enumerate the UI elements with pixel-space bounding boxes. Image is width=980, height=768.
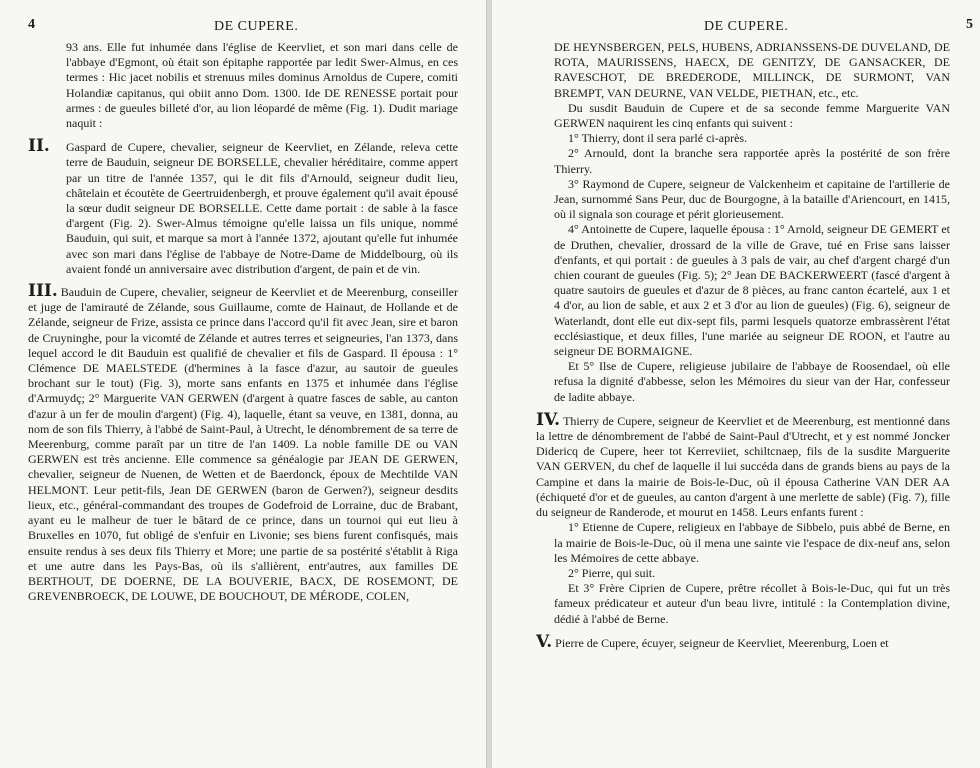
child-item: 1° Etienne de Cupere, religieux en l'abbaye de Sibbelo, puis abbé de Berne, en la mairie de Bois-le-Duc, où il mena une sainte vie l'espace de dix-neuf ans, selon les Mémoires de cette abbaye. (554, 520, 950, 565)
child-item: 2° Arnould, dont la branche sera rapportée après la postérité de son frère Thierry. (554, 146, 950, 176)
genealogy-entry-v (536, 631, 950, 652)
generation-numeral: V. (536, 631, 553, 652)
genealogy-entry-ii (28, 136, 458, 277)
generation-numeral: IV. (536, 409, 561, 430)
child-item: 2° Pierre, qui suit. (568, 565, 656, 580)
entry-text-wrapper (28, 281, 458, 604)
page-body (536, 40, 950, 652)
child-item: Et 3° Frère Ciprien de Cupere, prêtre récollet à Bois-le-Duc, qui fut un très fameux prédicateur et auteur d'un beau livre, intitulé : la Contemplation divine, dédié à l'abbé de Berne. (554, 581, 950, 626)
running-head: DE CUPERE. (704, 19, 789, 34)
entry-text: Thierry de Cupere, seigneur de Keervliet et de Meerenburg, est mentionné dans la lettre de dénombrement de l'abbé de Saint-Paul d'Utrecht, et y est nommé Joncker Didericq de Cupere, heer tot Kerreviiet, schiltcnaep, fils de la susdite Marguerite VAN GERVEN, du chef de laquelle il lui succéda dans de grands biens au pays de la Campine et dans la mairie de Bois-le-Duc, où il épousa Catherine VAN DER AA (échiqueté d'or et de gueules, au canton d'argent à une merlette de sable) (Fig. 7), fille du seigneur de Randerode, et mourut en 1458. Leurs enfants furent : (536, 413, 950, 520)
entry-text-wrapper (536, 409, 950, 520)
right-page (491, 0, 980, 768)
children-intro: Du susdit Bauduin de Cupere et de sa seconde femme Marguerite VAN GERWEN naquirent les cinq enfants qui suivent : (554, 100, 950, 131)
continuation-paragraph: DE HEYNSBERGEN, PELS, HUBENS, ADRIANSSENS-DE DUVELAND, DE ROTA, MAURISSENS, HAECX, DE GENITZY, DE GANSACKER, DE RAVESCHOT, DE BREDERODE, MILLINCK, DE SURMONT, VAN BREMPT, VAN DEURNE, VAN VELDE, PIETHAN, etc., etc. (554, 40, 950, 100)
child-item: 4° Antoinette de Cupere, laquelle épousa : 1° Arnold, seigneur DE GEMERT et de Druthen, chevalier, drossard de la ville de Grave, tué en Frise sans laisser d'enfants, et qui portait : de gueules à 3 pals de vair, au chef d'argent chargé d'un chien courant de gueules (Fig. 5); 2° Jean DE BACKERWEERT (fascé d'argent à quatre sautoirs de gueules et d'azur de 8 pièces, au franc canton écartelé, aux 1 et 4 d'or, au lion de sable, et aux 2 et 3 d'or au lion de gueules) (Fig. 6), seigneur de Waterlandt, dont elle eut dix-sept fils, parmi lesquels quatorze embrassèrent l'état ecclésiastique, et deux filles, l'une mariée au seigneur DE ROON, et l'autre au seigneur DE BORMAIGNE. (554, 222, 950, 359)
child-item: 1° Thierry, dont il sera parlé ci-après. (568, 131, 748, 146)
intro-paragraph: 93 ans. Elle fut inhumée dans l'église de Keervliet, et son mari dans celle de l'abbaye d'Egmont, où était son épitaphe rapportée par ledit Swer-Almus, en ces termes : Hic jacet nobilis et strenuus miles dominus Arnoldus de Cupere, comiti Holandiæ capitanus, qui obiit anno Dom. 1300. Ide DE RENESSE portait pour armes : de gueules billeté d'or, au lion léopardé de même (Fig. 1). Dudit mariage naquit : (66, 40, 458, 131)
child-item: 3° Raymond de Cupere, seigneur de Valckenheim et capitaine de l'artillerie de Jean, surnommé Sans Peur, duc de Bourgogne, à la bataille d'Ariencourt, en 1415, où il signala son courage et périt glorieusement. (554, 176, 950, 222)
left-page (0, 0, 487, 768)
generation-numeral: III. (28, 281, 58, 302)
page-number: 5 (966, 17, 973, 32)
running-head: DE CUPERE. (214, 19, 299, 34)
child-item: Et 5° Ilse de Cupere, religieuse jubilaire de l'abbaye de Roosendael, où elle refusa la dignité d'abbesse, selon les Mémoires du sieur van der Har, confesseur de ladite abbaye. (554, 359, 950, 404)
entry-text: Bauduin de Cupere, chevalier, seigneur de Keervliet et de Meerenburg, conseiller et juge de l'amirauté de Zélande, sous Guillaume, comte de Hainaut, de Hollande et de Zélande, seigneur de Frize, assista ce prince dans l'accord qu'il fit avec Jean, sire et baron de Cruyninghe, pour la vicomté de Zélande et autres terres et seigneuries, l'an 1373, dans lequel accord le dit Bauduin est qualifié de chevalier et fils de Gaspard. Il épousa : 1° Clémence DE MAELSTEDE (d'hermines à la fasce d'azur, au sautoir de gueules brochant sur le tout) (Fig. 3), morte sans enfants en 1375 et inhumée dans l'église d'Armuydç; 2° Marguerite VAN GERWEN (d'argent à quatre fasces de sable, au canton d'azur à un fer de moulin d'argent) (Fig. 4), laquelle, étant sa veuve, en 1381, donna, au nom de son fils Thierry, à l'abbé de Saint-Paul, à Utrecht, le dénombrement de sa terre de Meerenburg, comme paraît par un titre de l'an 1409. La noble famille DE ou VAN GERWEN est très ancienne. Elle commence sa généalogie par JEAN DE GERWEN, chevalier, seigneur de Nuenen, de Wetten et de Baerdonck, époux de Mechtilde VAN HELMONT. Leur petit-fils, Jean DE GERWEN (baron de Gerwen?), seigneur desdits lieux, etc., général-commandant des troupes de Godefroid de Lorraine, duc de Brabant, ayant eu le malheur de tuer le bâtard de ce prince, dans un tournoi qui eut lieu à Bruxelles en 1070, fut obligé de s'enfuir en Livonie; ses biens furent confisqués, mais ensuite rendus à ses deux fils Thierry et More; une partie de sa postérité s'établit à Riga et une autre dans les Pays-Bas, où ils s'allièrent, entr'autres, aux familles DE BERTHOUT, DE DOERNE, DE LA BOUVERIE, BACX, DE ROSEMONT, DE GREVENBROECK, DE LOUWE, DE BOUCHOUT, DE MÉRODE, COLEN, (28, 285, 458, 604)
genealogy-entry-iv (536, 409, 950, 627)
genealogy-entry-iii (28, 281, 458, 604)
entry-text: Pierre de Cupere, écuyer, seigneur de Keervliet, Meerenburg, Loen et (555, 635, 889, 650)
entry-text-wrapper (536, 631, 950, 652)
page-body (28, 40, 458, 604)
entry-text: Gaspard de Cupere, chevalier, seigneur de Keervliet, en Zélande, releva cette terre de Bauduin, seigneur DE BORSELLE, chevalier héréditaire, comme appert par un titre de l'année 1357, qui le dit fils d'Arnould, seigneur dudit lieu, châtelain et écoutète de Geertruidenbergh, et prouve également qu'il avait épousé la sœur dudit seigneur DE BORSELLE. Cette dame portait : de sable à la fasce d'argent (Fig. 2). Swer-Almus témoigne qu'elle laissa un fils unique, nommé Bauduin, qui suit, et marque sa mort à l'année 1372, ajoutant qu'elle fut inhumée avec son mari dans l'église de l'abbaye de Notre-Dame de Middelbourg, où ils avaient fondé un anniversaire avec distribution d'argent, de pain et de vin. (66, 140, 458, 276)
page-number: 4 (28, 17, 35, 32)
generation-numeral: II. (28, 136, 50, 157)
